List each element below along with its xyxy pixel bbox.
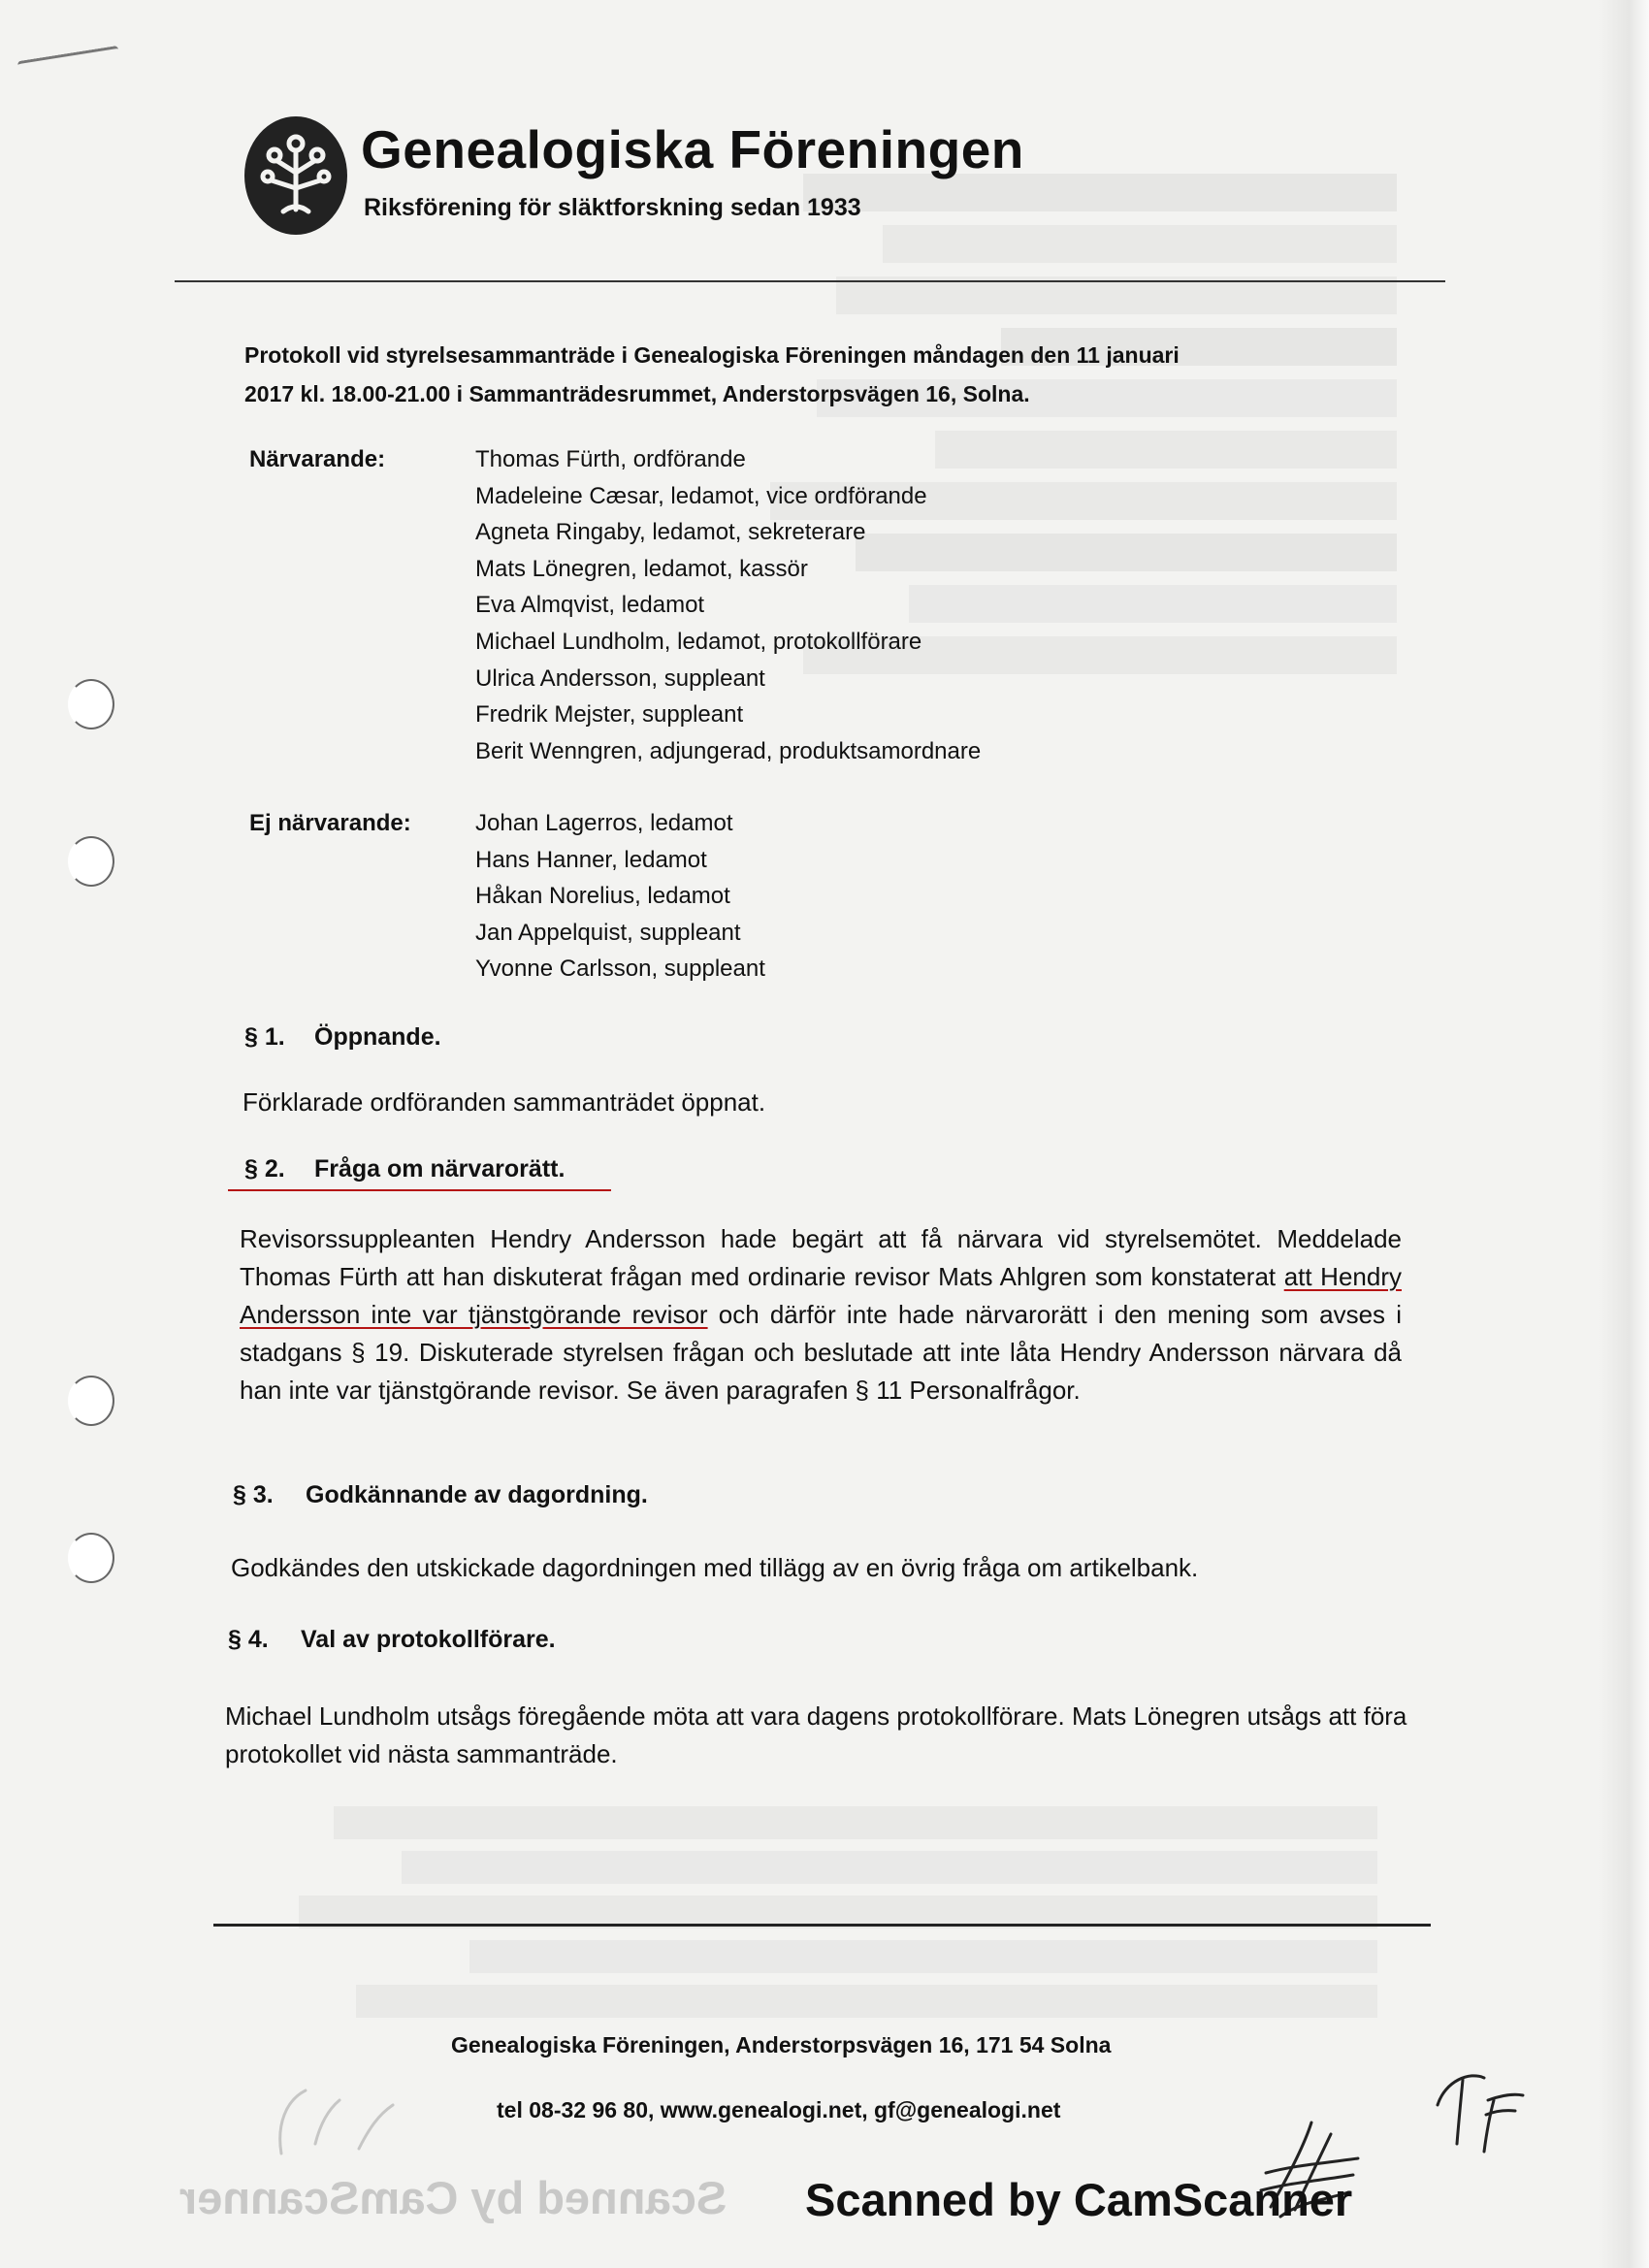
footer-divider — [213, 1924, 1431, 1927]
section-number: § 2. — [244, 1155, 285, 1183]
attendee: Agneta Ringaby, ledamot, sekreterare — [475, 519, 866, 546]
present-list — [475, 441, 981, 769]
tree-emblem-icon — [244, 116, 347, 235]
section-4-heading — [228, 1626, 556, 1654]
absentee: Hans Hanner, ledamot — [475, 846, 707, 873]
document-title — [244, 336, 1326, 413]
attendee: Ulrica Andersson, suppleant — [475, 664, 765, 692]
section-2-text-part: Revisorssuppleanten Hendry Andersson hade begärt att få närvara vid styrelsemötet. Meddelade Thomas Fürth att han diskuterat frågan med ordinarie revisor Mats Ahlgren som konstaterat — [240, 1224, 1402, 1291]
section-number: § 1. — [244, 1023, 285, 1051]
section-title: Godkännande av dagordning. — [306, 1481, 648, 1508]
absentee: Jan Appelquist, suppleant — [475, 919, 741, 946]
faint-initials-bleed — [262, 2076, 407, 2163]
absent-list — [475, 805, 765, 988]
organization-logo — [244, 116, 347, 235]
scanner-watermark: Scanned by CamScanner — [805, 2174, 1353, 2225]
attendee: Thomas Fürth, ordförande — [475, 446, 746, 472]
title-line-1: Protokoll vid styrelsesammanträde i Genealogiska Föreningen måndagen den 11 januari — [244, 342, 1180, 368]
attendee: Fredrik Mejster, suppleant — [475, 701, 744, 729]
absentee: Johan Lagerros, ledamot — [475, 810, 733, 836]
footer-contact: tel 08-32 96 80, www.genealogi.net, gf@genealogi.net — [497, 2097, 1061, 2122]
attendee: Mats Lönegren, ledamot, kassör — [475, 555, 808, 582]
section-1-text: Förklarade ordföranden sammanträdet öppnat. — [242, 1087, 766, 1117]
punch-hole — [68, 1376, 114, 1426]
section-3-heading — [233, 1481, 648, 1509]
section-title: Fråga om närvarorätt. — [314, 1155, 566, 1183]
punch-hole — [68, 836, 114, 887]
section-4-text: Michael Lundholm utsågs föregående möta att vara dagens protokollförare. Mats Lönegren utsågs att föra protokollet vid nästa sammanträde. — [225, 1701, 1407, 1768]
header-divider — [175, 280, 1445, 282]
attendee: Michael Lundholm, ledamot, protokollförare — [475, 628, 922, 655]
section-number: § 4. — [228, 1626, 269, 1653]
present-label: Närvarande: — [249, 446, 386, 472]
organization-name: Genealogiska Föreningen — [361, 119, 1024, 179]
handwritten-initials — [1426, 2057, 1533, 2163]
punch-hole — [68, 679, 114, 729]
attendee: Berit Wenngren, adjungerad, produktsamordnare — [475, 737, 982, 764]
organization-subtitle: Riksförening för släktforskning sedan 1933 — [364, 194, 861, 221]
punch-hole — [68, 1533, 114, 1583]
footer-address: Genealogiska Föreningen, Anderstorpsvägen 16, 171 54 Solna — [451, 2032, 1112, 2057]
section-title: Öppnande. — [314, 1023, 441, 1051]
red-pen-underline — [228, 1189, 611, 1191]
scanner-watermark-mirrored: Scanned by CamScanner — [179, 2172, 728, 2223]
section-3-text: Godkändes den utskickade dagordningen med tillägg av en övrig fråga om artikelbank. — [231, 1553, 1199, 1582]
staple-mark — [17, 46, 120, 73]
section-2-heading — [244, 1155, 565, 1183]
attendee: Madeleine Cæsar, ledamot, vice ordförande — [475, 482, 927, 509]
section-2-text — [240, 1220, 1402, 1409]
section-number: § 3. — [233, 1481, 274, 1508]
attendee: Eva Almqvist, ledamot — [475, 592, 705, 619]
page-edge — [1599, 0, 1649, 2268]
section-1-heading — [244, 1023, 441, 1052]
section-2-text-part: och därför inte hade närvarorätt i den mening som avses i stadgans § 19. Diskuterade styrelsen frågan och beslutade att inte låta Hendry Andersson närvara då han inte var tjänstgörande revisor. Se även paragrafen § 11 Personalfrågor. — [240, 1300, 1403, 1405]
absentee: Yvonne Carlsson, suppleant — [475, 956, 765, 983]
section-title: Val av protokollförare. — [301, 1626, 556, 1653]
absent-label: Ej närvarande: — [249, 810, 411, 836]
absentee: Håkan Norelius, ledamot — [475, 883, 730, 910]
red-underlined-text: att Hendry Andersson inte var tjänstgörande revisor — [240, 1262, 1402, 1329]
title-line-2: 2017 kl. 18.00-21.00 i Sammanträdesrummet, Anderstorpsvägen 16, Solna. — [244, 381, 1030, 406]
